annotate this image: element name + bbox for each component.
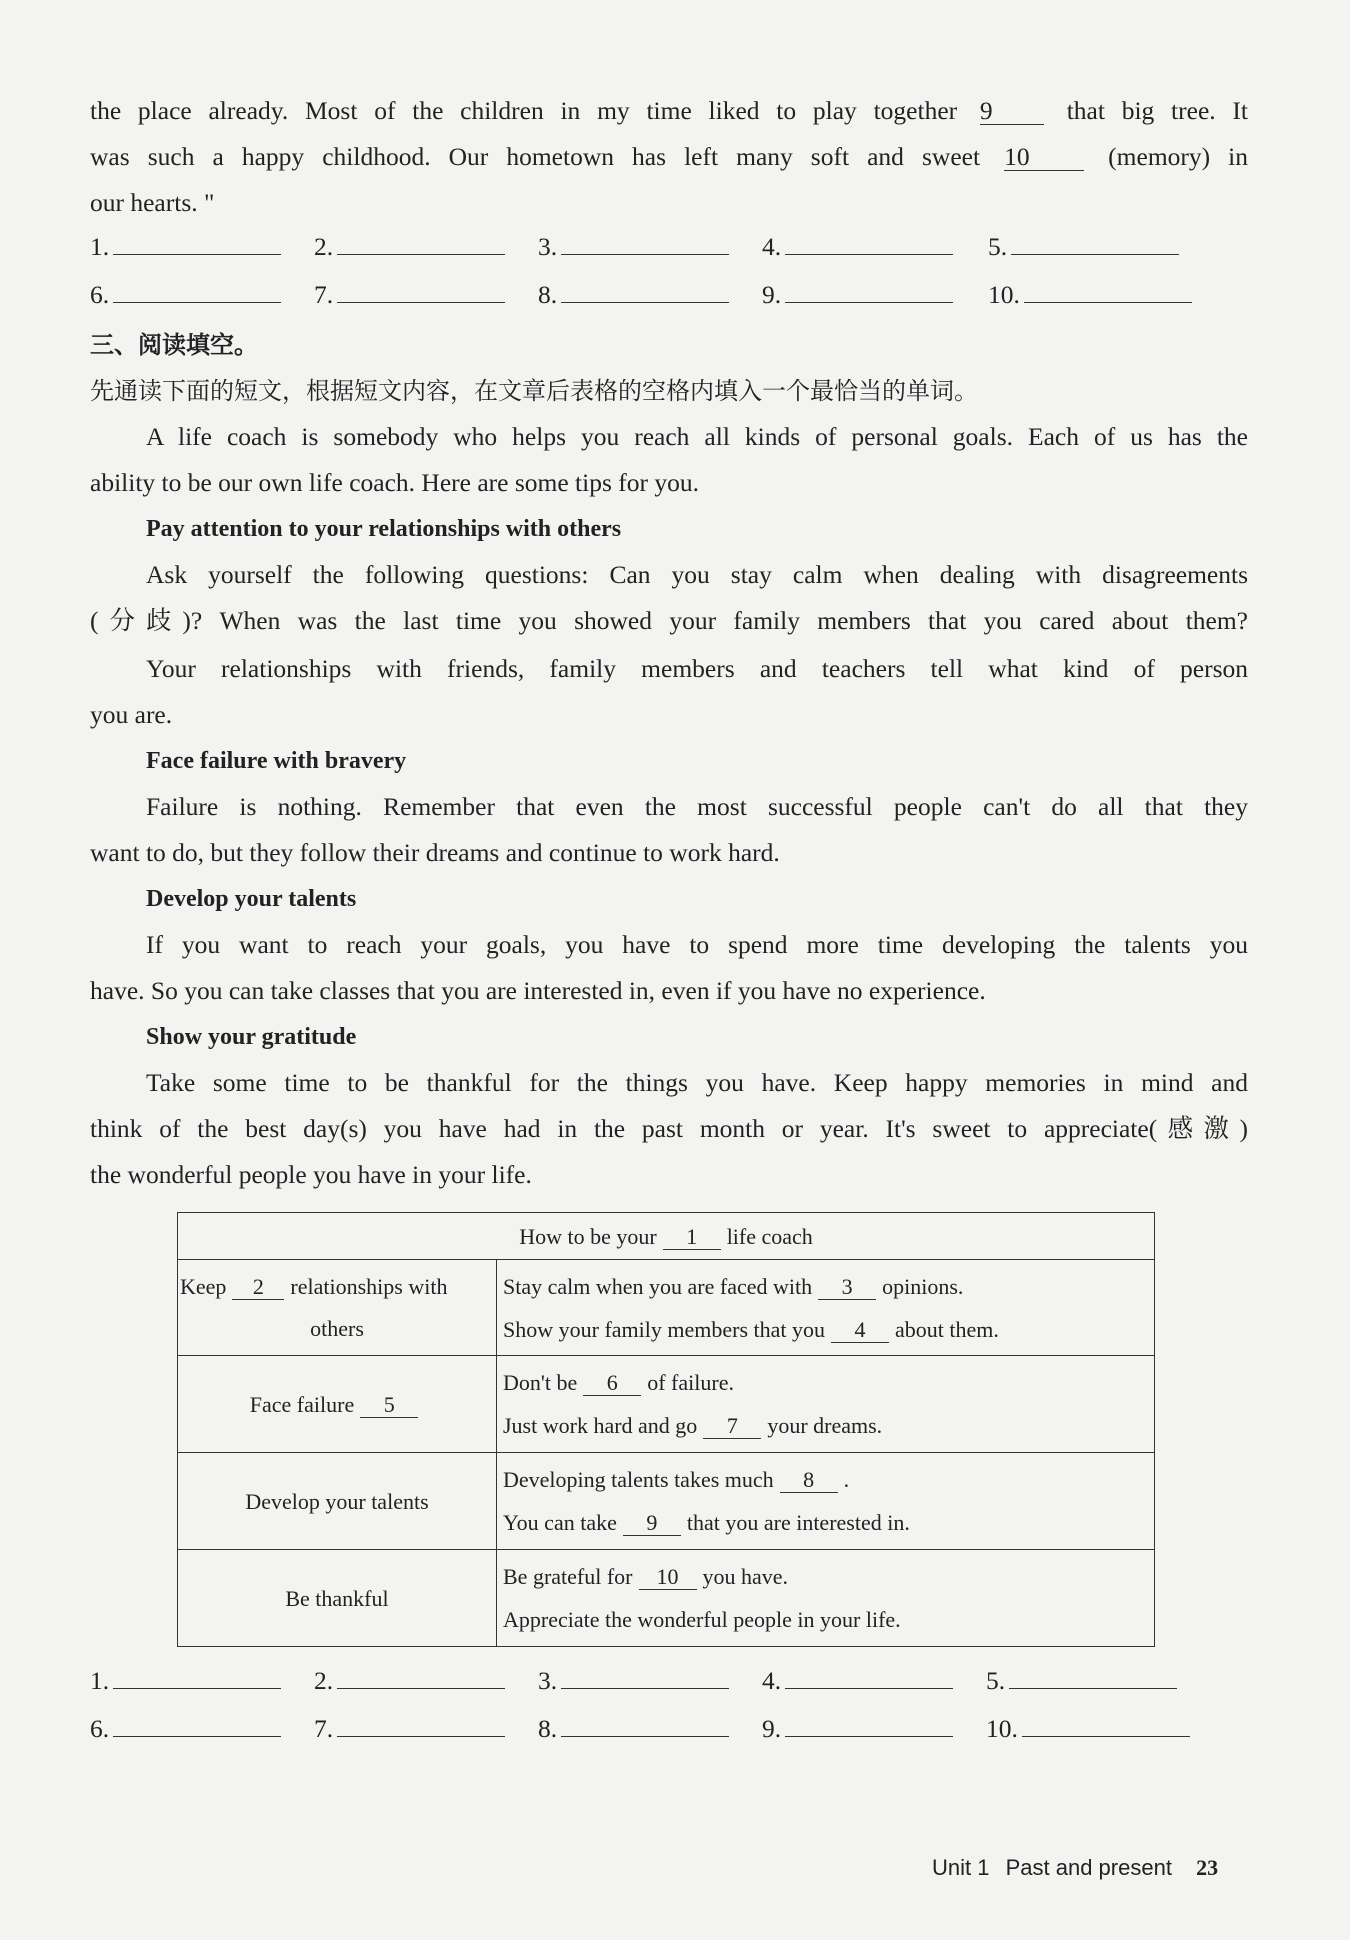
- answer-blank[interactable]: 4.: [762, 1666, 953, 1696]
- answer-blank[interactable]: 3.: [538, 1666, 729, 1696]
- table-cell-failure-tips: Don't be 6 of failure. Just work hard and go 7 your dreams.: [497, 1356, 1155, 1453]
- answer-blank[interactable]: 2.: [314, 232, 505, 262]
- subheading: Show your gratitude: [146, 1024, 357, 1050]
- answer-blank[interactable]: 1.: [90, 1666, 281, 1696]
- passage-line: [90, 88, 1248, 134]
- article-line: If you want to reach your goals, you have to spend more time developing the talents you: [146, 930, 1248, 959]
- answer-blank[interactable]: 3.: [538, 232, 729, 262]
- article-line: A life coach is somebody who helps you reach all kinds of personal goals. Each of us has the: [146, 422, 1248, 451]
- article-line: have. So you can take classes that you are interested in, even if you have no experience.: [90, 976, 986, 1005]
- section-title: 三、阅读填空。: [90, 331, 258, 359]
- subheading: Face failure with bravery: [146, 748, 407, 774]
- answer-blank[interactable]: 10.: [988, 280, 1192, 310]
- answer-blank[interactable]: 1.: [90, 232, 281, 262]
- page-footer: [932, 1855, 1218, 1881]
- page-number: 23: [1196, 1855, 1219, 1880]
- passage-text: (memory) in: [1108, 142, 1249, 171]
- article-line: Your relationships with friends, family members and teachers tell what kind of person: [146, 654, 1248, 683]
- article-line: think of the best day(s) you have had in the past month or year. It's sweet to appreciate(感激): [90, 1114, 1248, 1143]
- answer-blank[interactable]: 9.: [762, 280, 953, 310]
- answer-blank[interactable]: 10.: [986, 1714, 1190, 1744]
- answer-blank[interactable]: 7.: [314, 280, 505, 310]
- blank-10: 10: [1004, 144, 1084, 171]
- answer-blank[interactable]: 8.: [538, 280, 729, 310]
- subheading: Develop your talents: [146, 886, 357, 912]
- passage-text: our hearts. ": [90, 188, 215, 217]
- summary-table: [177, 1212, 1155, 1647]
- passage-text: the place already. Most of the children in my time liked to play together: [90, 96, 958, 125]
- subheading: Pay attention to your relationships with others: [146, 516, 622, 542]
- table-header: How to be your 1 life coach: [178, 1213, 1155, 1260]
- answer-blank[interactable]: 4.: [762, 232, 953, 262]
- blank-9: 9: [980, 98, 1044, 125]
- answer-blank[interactable]: 6.: [90, 1714, 281, 1744]
- table-cell-relationships: Keep 2 relationships with others: [178, 1260, 497, 1356]
- table-blank-1: 1: [663, 1225, 721, 1250]
- table-cell-talents-tips: Developing talents takes much 8 . You can take 9 that you are interested in.: [497, 1453, 1155, 1550]
- article-line: Failure is nothing. Remember that even the most successful people can't do all that they: [146, 792, 1248, 821]
- answer-blank[interactable]: 8.: [538, 1714, 729, 1744]
- article-line: want to do, but they follow their dreams and continue to work hard.: [90, 838, 780, 867]
- unit-label: Unit 1: [932, 1855, 990, 1880]
- section-instruction: 先通读下面的短文，根据短文内容，在文章后表格的空格内填入一个最恰当的单词。: [90, 377, 978, 405]
- table-cell-failure: Face failure 5: [178, 1356, 497, 1453]
- answer-blank[interactable]: 5.: [986, 1666, 1177, 1696]
- article-line: (分歧)? When was the last time you showed your family members that you cared about them?: [90, 606, 1248, 635]
- answer-blank[interactable]: 7.: [314, 1714, 505, 1744]
- table-cell-thankful: Be thankful: [178, 1550, 497, 1647]
- passage-line: [90, 180, 1248, 226]
- article-line: ability to be our own life coach. Here are some tips for you.: [90, 468, 699, 497]
- passage-text: was such a happy childhood. Our hometown has left many soft and sweet: [90, 142, 981, 171]
- answer-blank[interactable]: 5.: [988, 232, 1179, 262]
- table-cell-thankful-tips: Be grateful for 10 you have. Appreciate the wonderful people in your life.: [497, 1550, 1155, 1647]
- article-line: you are.: [90, 700, 173, 729]
- article-line: Take some time to be thankful for the things you have. Keep happy memories in mind and: [146, 1068, 1248, 1097]
- table-cell-relationships-tips: Stay calm when you are faced with 3 opinions. Show your family members that you 4 about them.: [497, 1260, 1155, 1356]
- article-line: Ask yourself the following questions: Can you stay calm when dealing with disagreements: [146, 560, 1248, 589]
- passage-line: [90, 134, 1248, 180]
- answer-blank[interactable]: 9.: [762, 1714, 953, 1744]
- article-line: the wonderful people you have in your life.: [90, 1160, 532, 1189]
- table-cell-talents: Develop your talents: [178, 1453, 497, 1550]
- answer-blank[interactable]: 2.: [314, 1666, 505, 1696]
- unit-title: Past and present: [1005, 1855, 1172, 1880]
- answer-blank[interactable]: 6.: [90, 280, 281, 310]
- passage-text: that big tree. It: [1066, 96, 1248, 125]
